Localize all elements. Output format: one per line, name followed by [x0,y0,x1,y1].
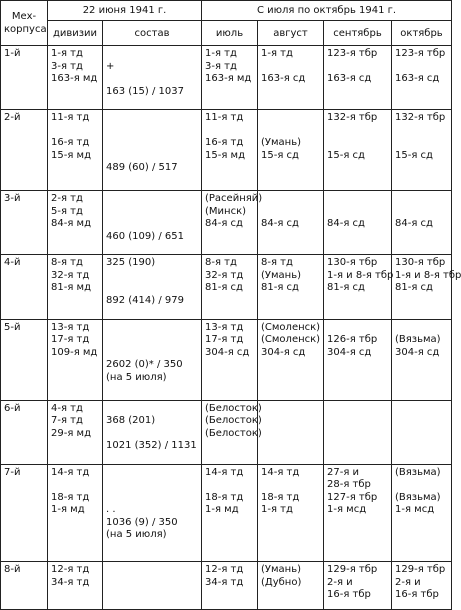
table-row [1,46,452,110]
sostav-cell: . . 1036 (9) / 350 (на 5 июля) [103,464,202,561]
august-cell: 1-я тд 163-я сд [258,46,324,110]
table-row [1,464,452,561]
august-cell: 84-я сд [258,191,324,255]
october-cell: (Вязьма) (Вязьма) 1-я мсд [392,464,452,561]
august-cell: (Умань) (Дубно) [258,562,324,610]
table-row [1,400,452,464]
sostav-cell: 368 (201) 1021 (352) / 1131 [103,400,202,464]
sostav-cell: 489 (60) / 517 [103,110,202,191]
october-cell: 129-я тбр 2-я и 16-я тбр [392,562,452,610]
sostav-cell: 325 (190) 892 (414) / 979 [103,255,202,319]
august-cell: 8-я тд (Умань) 81-я сд [258,255,324,319]
september-cell: 84-я сд [324,191,392,255]
table-body [1,46,461,610]
sostav-cell: + 163 (15) / 1037 [103,46,202,110]
corps-cell: 7-й [1,464,48,561]
header-july: июль [202,21,258,46]
corps-cell: 1-й [1,46,48,110]
table-row [1,191,452,255]
table-row [1,319,452,400]
october-cell: 130-я тбр 1-я и 8-я тбр 81-я сд [392,255,452,319]
header-june-1941: 22 июня 1941 г. [48,1,202,21]
september-cell: 123-я тбр 163-я сд [324,46,392,110]
august-cell [258,400,324,464]
header-july-october-1941: С июля по октябрь 1941 г. [202,1,452,21]
table-row [1,255,452,319]
august-cell: 14-я тд 18-я тд 1-я тд [258,464,324,561]
october-cell: 132-я тбр 15-я сд [392,110,452,191]
september-cell: 126-я тбр 304-я сд [324,319,392,400]
sostav-cell: 2602 (0)* / 350 (на 5 июля) [103,319,202,400]
october-cell: 84-я сд [392,191,452,255]
corps-cell: 2-й [1,110,48,191]
divisions-cell: 13-я тд 17-я тд 109-я мд [48,319,103,400]
header-september: сентябрь [324,21,392,46]
july-cell: 11-я тд 16-я тд 15-я мд [202,110,258,191]
header-august: август [258,21,324,46]
header-divisions: дивизии [48,21,103,46]
july-cell: 1-я тд 3-я тд 163-я мд [202,46,258,110]
corps-cell: 3-й [1,191,48,255]
july-cell: (Расейняй) (Минск) 84-я сд [202,191,258,255]
august-cell: (Умань) 15-я сд [258,110,324,191]
corps-cell: 4-й [1,255,48,319]
august-cell: (Смоленск) (Смоленск) 304-я сд [258,319,324,400]
header-corps: Мех- корпуса [1,1,48,46]
september-cell [324,400,392,464]
july-cell: (Белосток) (Белосток) (Белосток) [202,400,258,464]
divisions-cell: 8-я тд 32-я тд 81-я мд [48,255,103,319]
table-row [1,110,452,191]
july-cell: 13-я тд 17-я тд 304-я сд [202,319,258,400]
july-cell: 8-я тд 32-я тд 81-я сд [202,255,258,319]
divisions-cell: 11-я тд 16-я тд 15-я мд [48,110,103,191]
corps-cell: 8-й [1,562,48,610]
october-cell [392,400,452,464]
divisions-cell: 12-я тд 34-я тд [48,562,103,610]
sostav-cell: 460 (109) / 651 [103,191,202,255]
october-cell: (Вязьма) 304-я сд [392,319,452,400]
sostav-cell [103,562,202,610]
september-cell: 130-я тбр 1-я и 8-я тбр 81-я сд [324,255,392,319]
corps-cell: 6-й [1,400,48,464]
september-cell: 129-я тбр 2-я и 16-я тбр [324,562,392,610]
july-cell: 12-я тд 34-я тд [202,562,258,610]
table-row [1,562,452,610]
header-october: октябрь [392,21,452,46]
table-header [1,1,452,46]
july-cell: 14-я тд 18-я тд 1-я мд [202,464,258,561]
october-cell: 123-я тбр 163-я сд [392,46,452,110]
corps-cell: 5-й [1,319,48,400]
divisions-cell: 14-я тд 18-я тд 1-я мд [48,464,103,561]
header-sostav: состав [103,21,202,46]
divisions-cell: 4-я тд 7-я тд 29-я мд [48,400,103,464]
september-cell: 132-я тбр 15-я сд [324,110,392,191]
divisions-cell: 1-я тд 3-я тд 163-я мд [48,46,103,110]
divisions-cell: 2-я тд 5-я тд 84-я мд [48,191,103,255]
september-cell: 27-я и 28-я тбр 127-я тбр 1-я мсд [324,464,392,561]
